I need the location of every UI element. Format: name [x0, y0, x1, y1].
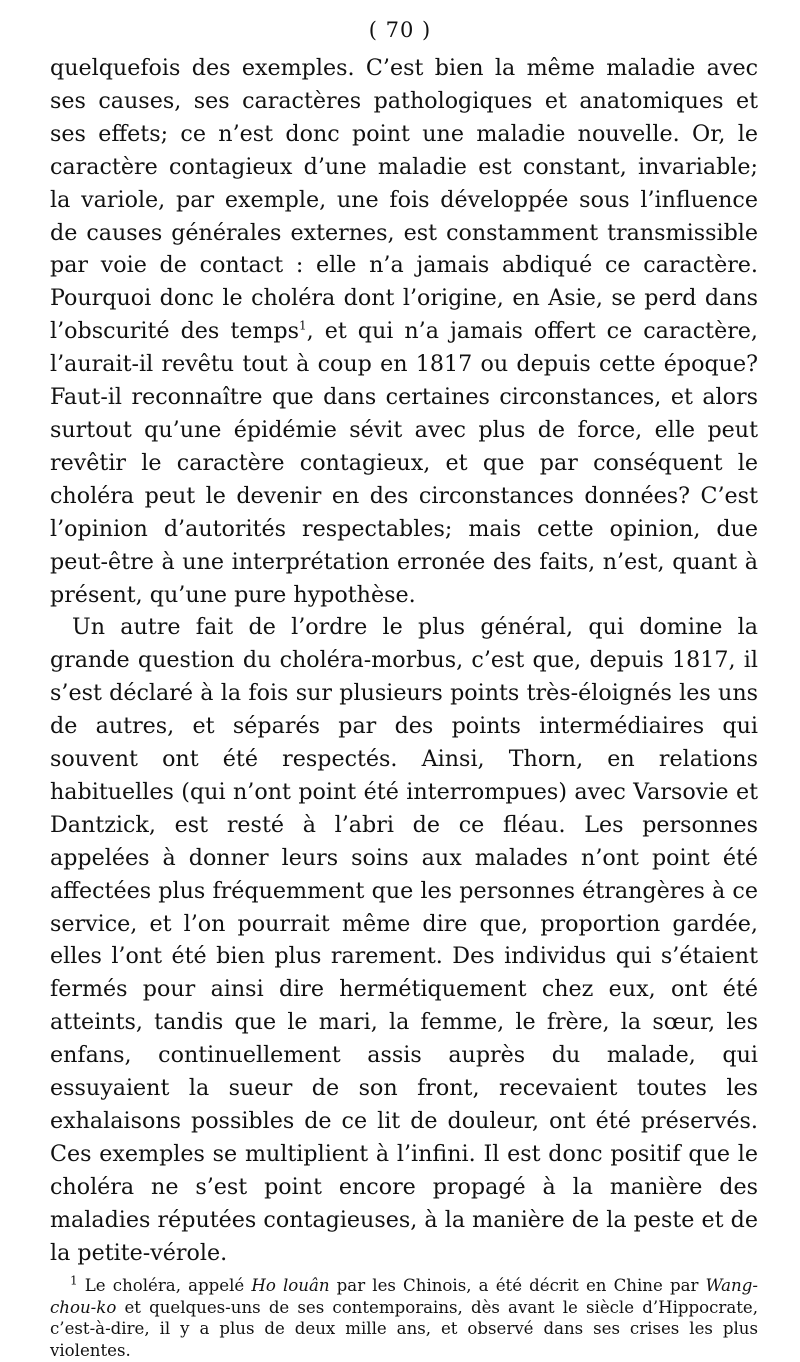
footnote-text: [50, 1275, 758, 1361]
paragraph-1-text-a: quelquefois des exemples. C’est bien la même maladie avec ses causes, ses caractères pathologiques et anatomiques et ses effets; ce n’est donc point une maladie nouvelle. Or, le caractère contagieux d’une maladie est constant, invariable; la variole, par exemple, une fois développée sous l’influence de causes générales externes, est constamment transmissible par voie de contact : elle n’a jamais abdiqué ce caractère. Pourquoi donc le choléra dont l’origine, en Asie, se perd dans l’obscurité des temps: [50, 55, 758, 345]
main-text: [50, 52, 758, 1270]
page-number: ( 70 ): [368, 18, 432, 42]
footnote-reference: 1: [299, 318, 307, 333]
footnote-author-name: Wang-chou-ko: [50, 1276, 758, 1317]
paragraph-1: [50, 52, 758, 611]
footnote-text-b: par les Chinois, a été décrit en Chine par: [329, 1276, 706, 1295]
footnote-text-c: et quelques-uns de ses contemporains, dès avant le siècle d’Hippocrate, c’est-à-dire, il y a plus de deux mille ans, et observé dans ses crises les plus violentes.: [50, 1297, 758, 1360]
footnote-mark: 1: [70, 1273, 78, 1288]
footnote: [50, 1275, 758, 1361]
footnote-chinese-name: Ho louân: [251, 1276, 330, 1295]
footnote-text-a: Le choléra, appelé: [77, 1276, 252, 1295]
paragraph-1-text-b: , et qui n’a jamais offert ce caractère, l’aurait-il revêtu tout à coup en 1817 ou depuis cette époque? Faut-il reconnaître que dans certaines circonstances, et alors surtout qu’une épidémie sévit avec plus de force, elle peut revêtir le caractère contagieux, et que par conséquent le choléra peut le devenir en des circonstances données? C’est l’opinion d’autorités respectables; mais cette opinion, due peut-être à une interprétation erronée des faits, n’est, quant à présent, qu’une pure hypothèse.: [50, 318, 758, 608]
paragraph-2: Un autre fait de l’ordre le plus général, qui domine la grande question du choléra-morbus, c’est que, depuis 1817, il s’est déclaré à la fois sur plusieurs points très-éloignés les uns de autres, et séparés par des points intermédiaires qui souvent ont été respectés. Ainsi, Thorn, en relations habituelles (qui n’ont point été interrompues) avec Varsovie et Dantzick, est resté à l’abri de ce fléau. Les personnes appelées à donner leurs soins aux malades n’ont point été affectées plus fréquemment que les personnes étrangères à ce service, et l’on pourrait même dire que, proportion gardée, elles l’ont été bien plus rarement. Des individus qui s’étaient fermés pour ainsi dire hermétiquement chez eux, ont été atteints, tandis que le mari, la femme, le frère, la sœur, les enfans, continuellement assis auprès du malade, qui essuyaient la sueur de son front, recevaient toutes les exhalaisons possibles de ce lit de douleur, ont été préservés. Ces exemples se multiplient à l’infini. Il est donc positif que le choléra ne s’est point encore propagé à la manière des maladies réputées contagieuses, à la manière de la peste et de la petite-vérole.: [50, 614, 758, 1266]
